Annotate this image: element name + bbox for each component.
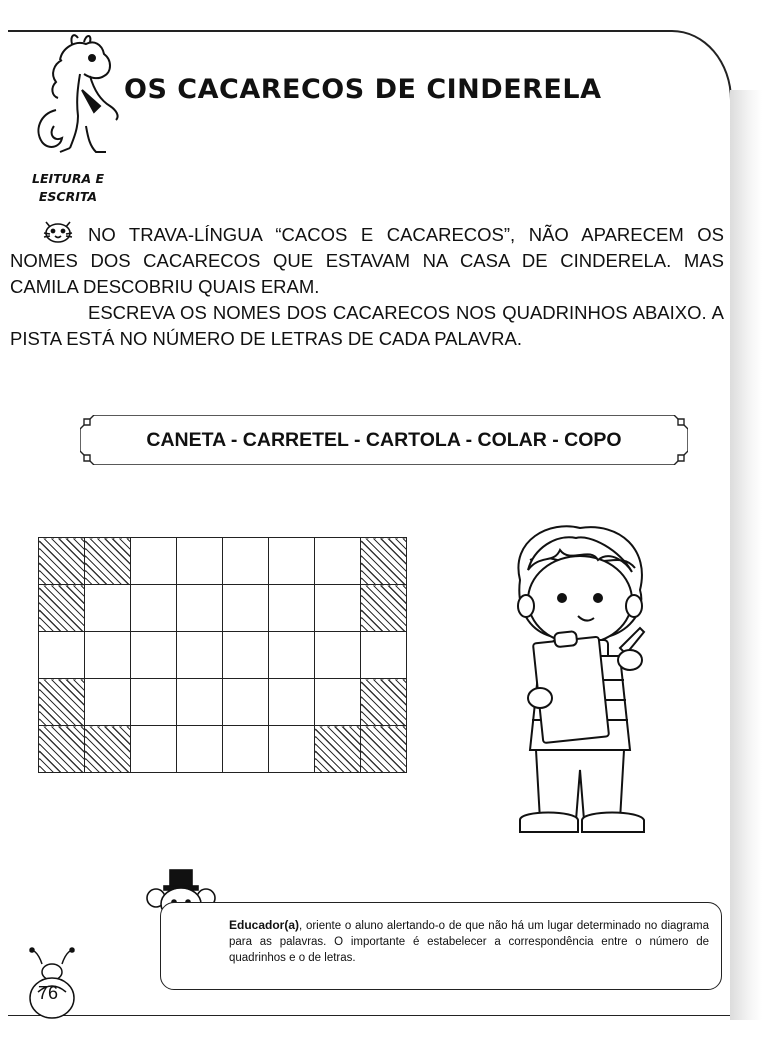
grid-cell-empty[interactable]: [131, 726, 177, 773]
grid-cell-empty[interactable]: [131, 585, 177, 632]
grid-cell-empty[interactable]: [85, 632, 131, 679]
instructions-paragraph1: NO TRAVA-LÍNGUA “CACOS E CACARECOS”, NÃO APARECEM OS NOMES DOS CACARECOS QUE ESTAVAM NA CASA DE CINDERELA. MAS CAMILA DESCOBRIU QUAIS ERAM.: [10, 224, 724, 297]
grid-cell-empty[interactable]: [315, 679, 361, 726]
grid-row: [39, 538, 407, 585]
grid-cell-empty[interactable]: [39, 632, 85, 679]
word-list-box: [80, 415, 688, 465]
grid-cell-blocked: [85, 538, 131, 585]
grid-cell-blocked: [39, 538, 85, 585]
grid-cell-empty[interactable]: [223, 632, 269, 679]
page-number: 76: [37, 983, 59, 1003]
horse-mascot-icon: [20, 30, 130, 160]
grid-row: [39, 632, 407, 679]
educator-note-lead: Educador(a): [229, 918, 300, 932]
grid-cell-empty[interactable]: [177, 585, 223, 632]
educator-note-box: [160, 902, 722, 990]
grid-cell-empty[interactable]: [269, 632, 315, 679]
letter-grid: [38, 537, 407, 773]
grid-cell-empty[interactable]: [131, 632, 177, 679]
grid-cell-empty[interactable]: [315, 585, 361, 632]
grid-cell-empty[interactable]: [223, 679, 269, 726]
section-label-line1: LEITURA E: [31, 171, 105, 186]
word-list: CANETA - CARRETEL - CARTOLA - COLAR - COPO: [146, 428, 622, 451]
grid-cell-empty[interactable]: [177, 679, 223, 726]
page-edge-shadow: [730, 90, 762, 1020]
grid-row: [39, 726, 407, 773]
section-label-line2: ESCRITA: [38, 189, 98, 204]
grid-cell-blocked: [361, 538, 407, 585]
grid-cell-empty[interactable]: [223, 726, 269, 773]
instructions: [10, 222, 724, 352]
grid-cell-blocked: [361, 726, 407, 773]
grid-cell-empty[interactable]: [131, 679, 177, 726]
grid-cell-empty[interactable]: [315, 632, 361, 679]
grid-cell-empty[interactable]: [85, 679, 131, 726]
grid-cell-empty[interactable]: [177, 538, 223, 585]
grid-cell-blocked: [361, 585, 407, 632]
educator-note-body: , oriente o aluno alertando-o de que não há um lugar determinado no diagrama para as palavras. O importante é estabelecer a correspondência entre o número de quadrinhos e o de letras.: [229, 920, 709, 964]
grid-row: [39, 585, 407, 632]
educator-note-text: [229, 917, 709, 966]
page-bottom-line: [8, 1015, 732, 1016]
grid-cell-empty[interactable]: [269, 726, 315, 773]
grid-cell-empty[interactable]: [269, 585, 315, 632]
grid-cell-blocked: [361, 679, 407, 726]
grid-cell-blocked: [85, 726, 131, 773]
grid-cell-blocked: [39, 585, 85, 632]
grid-cell-empty[interactable]: [269, 538, 315, 585]
grid-cell-blocked: [39, 726, 85, 773]
section-label: [10, 170, 126, 206]
ladybug-icon: [28, 940, 76, 1020]
page-title: OS CACARECOS DE CINDERELA: [124, 74, 602, 105]
grid-cell-empty[interactable]: [177, 726, 223, 773]
grid-cell-blocked: [315, 726, 361, 773]
grid-cell-empty[interactable]: [361, 632, 407, 679]
grid-cell-empty[interactable]: [315, 538, 361, 585]
grid-row: [39, 679, 407, 726]
grid-cell-empty[interactable]: [269, 679, 315, 726]
grid-cell-empty[interactable]: [177, 632, 223, 679]
grid-cell-blocked: [39, 679, 85, 726]
boy-clipboard-illustration: [480, 520, 680, 850]
instructions-paragraph2: ESCREVA OS NOMES DOS CACARECOS NOS QUADRINHOS ABAIXO. A PISTA ESTÁ NO NÚMERO DE LETRAS DE CADA PALAVRA.: [10, 302, 724, 349]
grid-cell-empty[interactable]: [223, 585, 269, 632]
grid-cell-empty[interactable]: [131, 538, 177, 585]
grid-cell-empty[interactable]: [85, 585, 131, 632]
grid-cell-empty[interactable]: [223, 538, 269, 585]
